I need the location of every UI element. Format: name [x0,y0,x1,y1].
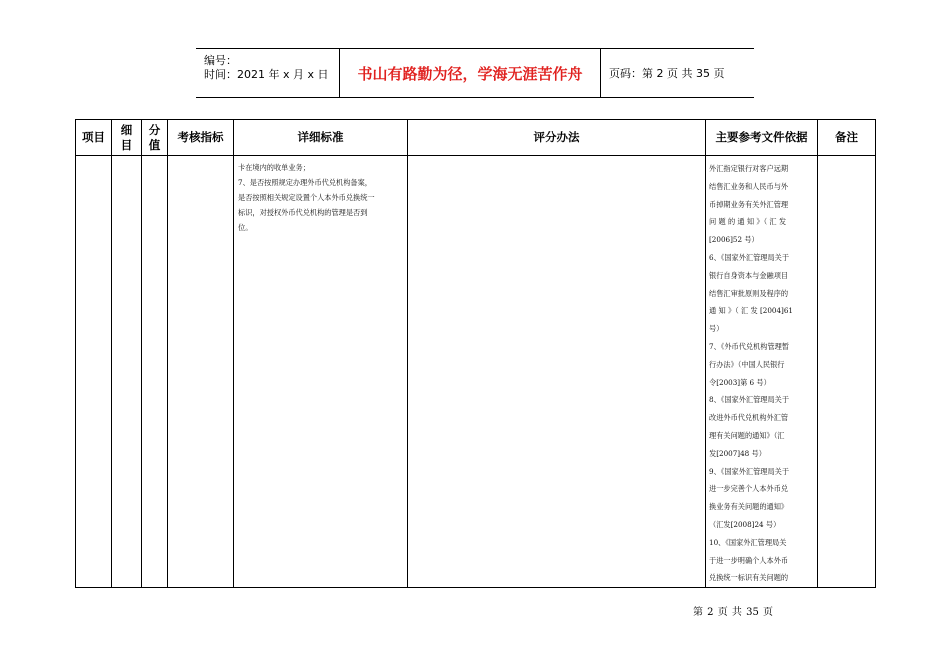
reference-line: 理有关问题的通知》（汇 [709,430,785,440]
cell-sub-item [112,156,142,588]
detail-line: 是否按照相关规定设置个人本外币兑换统一 [238,193,375,202]
cell-method [408,156,706,588]
cell-indicator [168,156,234,588]
table-header-row [76,120,876,156]
reference-line: 行办法》（中国人民银行 [709,359,785,369]
reference-line: 银行自身资本与金融项目 [709,270,789,280]
table-row [76,156,876,588]
reference-line: 9、《国家外汇管理局关于 [709,466,790,476]
cell-reference [706,156,818,588]
col-sub-item: 细 目 [112,120,142,156]
detail-line: 标识，对授权外币代兑机构的管理是否到 [238,208,368,217]
reference-line: （汇发[2008]24 号） [709,519,781,529]
reference-line: 改进外币代兑机构外汇管 [709,413,789,423]
reference-line: 兑换统一标识有关问题的 [709,573,789,583]
detail-text [234,156,407,235]
reference-line: 通 知 》（ 汇 发 [2004]61 [709,306,793,316]
reference-line: 6、《国家外汇管理局关于 [709,252,790,262]
reference-line: 结售汇审批原则及程序的 [709,288,789,298]
detail-line: 位。 [238,223,253,232]
reference-line: 令[2003]第 6 号） [709,377,771,387]
reference-line: [2006]52 号） [709,235,759,245]
reference-line: 币掉期业务有关外汇管理 [709,199,789,209]
reference-line: 7、《外币代兑机构管理暂 [709,341,790,351]
motto-text: 书山有路勤为径，学海无涯苦作舟 [339,49,601,97]
detail-line: 卡在境内的收单业务； [238,163,310,172]
col-method: 评分办法 [408,120,706,156]
col-remark: 备注 [818,120,876,156]
number-label: 编号： [204,54,237,67]
col-item: 项目 [76,120,112,156]
reference-line: 进一步完善个人本外币兑 [709,484,789,494]
header-meta [196,49,339,97]
col-detail: 详细标准 [234,120,408,156]
col-indicator: 考核指标 [168,120,234,156]
reference-line: 结售汇业务和人民币与外 [709,181,789,191]
assessment-table [75,119,876,588]
reference-line: 10、《国家外汇管理局关 [709,537,787,547]
reference-line: 号） [709,324,724,334]
reference-line: 换业务有关问题的通知》 [709,502,789,512]
cell-score [142,156,168,588]
reference-line: 问 题 的 通 知 》（ 汇 发 [709,217,787,227]
col-score: 分 值 [142,120,168,156]
time-label: 时间：2021 年 x 月 x 日 [204,68,329,81]
reference-line: 于进一步明确个人本外币 [709,555,789,565]
page-label: 页码：第 2 页 共 35 页 [609,67,725,80]
cell-detail [234,156,408,588]
cell-item [76,156,112,588]
col-reference: 主要参考文件依据 [706,120,818,156]
detail-line: 7、是否按照规定办理外币代兑机构备案， [238,178,372,187]
document-header [196,48,754,98]
cell-remark [818,156,876,588]
reference-text [706,156,817,587]
page-footer: 第 2 页 共 35 页 [693,607,773,618]
reference-line: 发[2007]48 号） [709,448,766,458]
reference-line: 外汇指定银行对客户远期 [709,164,789,173]
reference-line: 8、《国家外汇管理局关于 [709,395,790,405]
